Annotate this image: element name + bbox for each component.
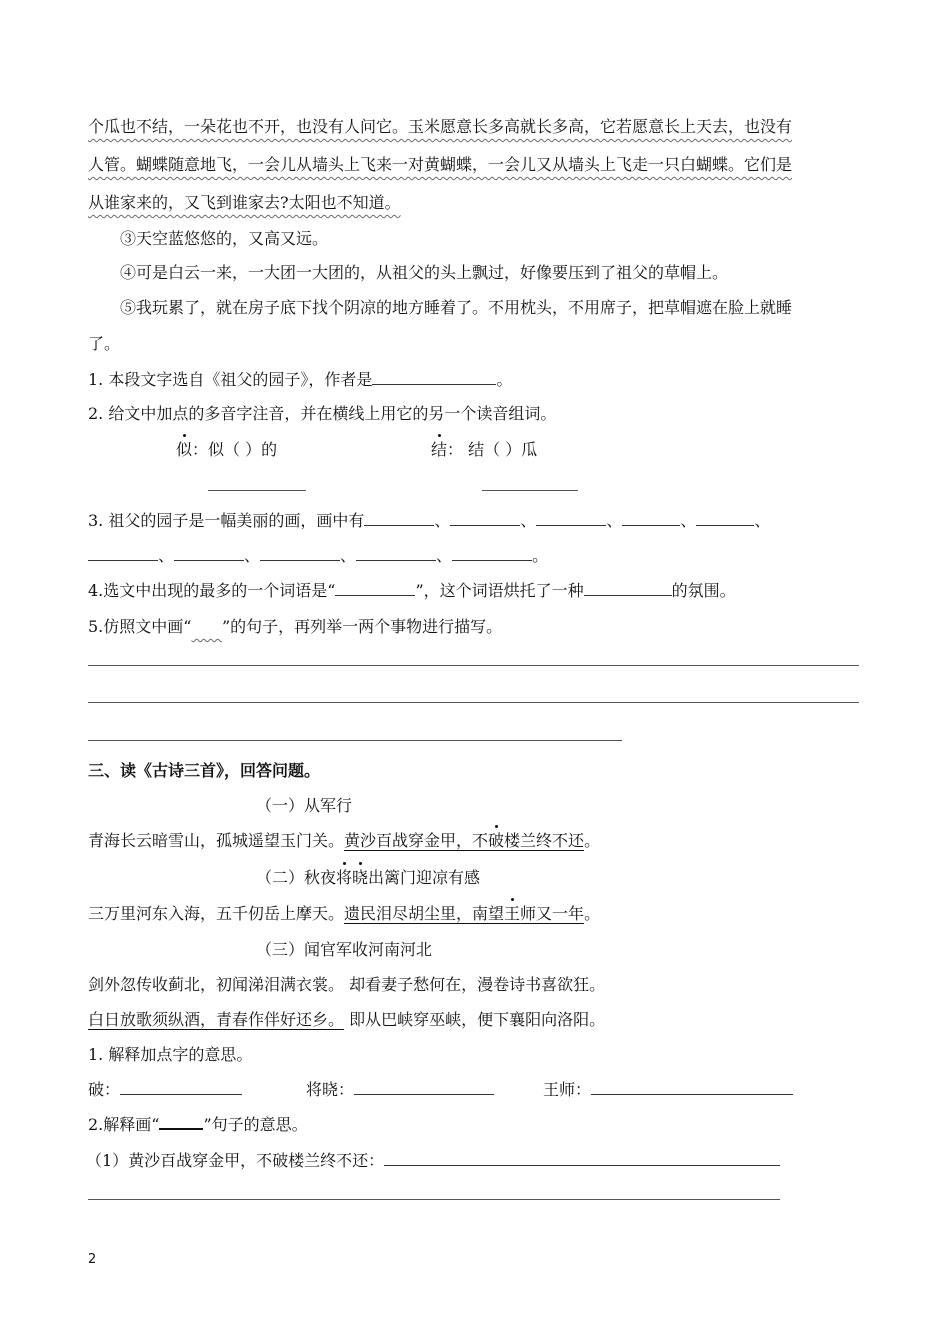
question-1 [88, 370, 512, 390]
poem-1-title: （一）从军行 [256, 796, 353, 815]
define-jiangxiao [306, 1080, 494, 1100]
word-blank[interactable] [335, 581, 415, 596]
wavy-line-sample [191, 617, 222, 636]
dotted-char: 结 [431, 440, 448, 459]
separator: 、 [606, 511, 623, 530]
polyphone-b-rest: ： 结（ ）瓜 [447, 440, 538, 459]
poem-1-underlined-a: 黄沙百战穿金甲，不 [344, 831, 489, 850]
poem-1-end: 。 [584, 831, 601, 850]
answer-blank[interactable] [356, 546, 436, 561]
dotted-char: 将 [336, 868, 353, 887]
poem-3-title: （三）闻官军收河南河北 [256, 940, 433, 959]
poem-1-underlined [344, 831, 584, 850]
question-1-text: 1. 本段文字选自《祖父的园子》，作者是 [88, 370, 373, 389]
question-4 [88, 581, 736, 601]
separator: 、 [436, 546, 453, 565]
atmosphere-blank[interactable] [584, 581, 672, 596]
question-5-text-b: ”的句子，再列举一两个事物进行描写。 [221, 617, 503, 636]
meaning-blank[interactable] [384, 1151, 780, 1166]
define-jiangxiao-blank[interactable] [354, 1080, 494, 1095]
word-blank-b[interactable] [482, 490, 578, 491]
polyphone-a [176, 440, 277, 460]
underline-sample [159, 1114, 203, 1130]
answer-blank[interactable] [452, 546, 532, 561]
answer-blank[interactable] [364, 511, 434, 526]
poem-2-title-b: 出篱门迎凉有感 [368, 868, 481, 887]
question-2-1-text: （1）黄沙百战穿金甲，不破楼兰终不还： [86, 1151, 385, 1170]
answer-line[interactable] [88, 1199, 780, 1200]
question-4-text-b: ”，这个词语烘托了一种 [415, 581, 584, 600]
poem-2-underlined-b: 师又一年 [520, 904, 585, 923]
define-wangshi [543, 1080, 793, 1100]
poem-2-end: 。 [584, 904, 601, 923]
question-3-line-1 [88, 511, 770, 531]
separator: 、 [434, 511, 451, 530]
passage-line-1: 个瓜也不结，一朵花也不开，也没有人问它。玉米愿意长多高就长多高，它若愿意长上天去，也没有 [88, 117, 793, 136]
dotted-char: 似 [176, 440, 193, 459]
answer-blank[interactable] [622, 511, 680, 526]
separator: 、 [754, 511, 771, 530]
question-4-text-a: 4.选文中出现的最多的一个词语是“ [88, 581, 336, 600]
define-wangshi-blank[interactable] [591, 1080, 793, 1095]
poem-2-title-a: （二）秋夜 [256, 868, 337, 887]
passage-line-2: 人管。蝴蝶随意地飞，一会儿从墙头上飞来一对黄蝴蝶，一会儿又从墙头上飞走一只白蝴蝶。它们是 [88, 155, 793, 174]
section-3-heading: 三、读《古诗三首》，回答问题。 [88, 761, 321, 780]
answer-line[interactable] [88, 665, 859, 666]
question-5-text-a: 5.仿照文中画“ [88, 617, 192, 636]
poem-3-line-1: 剑外忽传收蓟北，初闻涕泪满衣裳。 却看妻子愁何在，漫卷诗书喜欲狂。 [88, 975, 606, 994]
poem-1-text [88, 831, 600, 851]
section-3-question-1: 1. 解释加点字的意思。 [88, 1045, 253, 1064]
answer-blank[interactable] [536, 511, 606, 526]
page-number: 2 [88, 1252, 97, 1267]
answer-blank[interactable] [450, 511, 520, 526]
question-4-text-c: 的氛围。 [671, 581, 736, 600]
dotted-char: 王 [504, 904, 521, 923]
word-blank-a[interactable] [208, 490, 306, 491]
section-3-question-2-1 [86, 1151, 780, 1171]
passage-sentence-3: ③天空蓝悠悠的，又高又远。 [120, 229, 329, 248]
define-wangshi-label: 王师： [543, 1080, 592, 1099]
define-po-label: 破： [88, 1080, 121, 1099]
poem-2-text [88, 904, 600, 924]
question-3-line-2 [88, 546, 548, 566]
dotted-char: 晓 [352, 868, 369, 887]
define-po [88, 1080, 242, 1100]
poem-1-plain: 青海长云暗雪山，孤城遥望玉门关。 [88, 831, 345, 850]
question-2: 2. 给文中加点的多音字注音，并在横线上用它的另一个读音组词。 [88, 404, 557, 423]
poem-1-underlined-b: 楼兰终不还 [504, 831, 585, 850]
answer-line[interactable] [88, 740, 622, 741]
dotted-char: 破 [488, 831, 505, 850]
question-3-end: 。 [532, 546, 549, 565]
question-2-text-a: 2.解释画“ [88, 1115, 160, 1134]
answer-line[interactable] [88, 702, 859, 703]
question-2-text-b: ”句子的意思。 [203, 1115, 308, 1134]
passage-sentence-4: ④可是白云一来，一大团一大团的，从祖父的头上飘过，好像要压到了祖父的草帽上。 [120, 263, 729, 282]
polyphone-b [431, 440, 537, 460]
poem-2-underlined-a: 遗民泪尽胡尘里，南望 [344, 904, 505, 923]
section-3-question-2 [88, 1114, 308, 1135]
answer-blank[interactable] [696, 511, 754, 526]
poem-3-rest: 即从巴峡穿巫峡，便下襄阳向洛阳。 [344, 1010, 606, 1029]
author-blank[interactable] [372, 370, 496, 385]
separator: 、 [244, 546, 261, 565]
define-po-blank[interactable] [120, 1080, 242, 1095]
answer-blank[interactable] [174, 546, 244, 561]
passage-sentence-5a: ⑤我玩累了，就在房子底下找个阴凉的地方睡着了。不用枕头，不用席子，把草帽遮在脸上就睡 [120, 298, 793, 317]
passage-line-3: 从谁家来的，又飞到谁家去?太阳也不知道。 [88, 193, 401, 212]
separator: 、 [340, 546, 357, 565]
separator: 、 [158, 546, 175, 565]
separator: 、 [520, 511, 537, 530]
poem-2-title [256, 868, 480, 888]
polyphone-a-rest: ：似（ ）的 [192, 440, 278, 459]
poem-3-line-2 [88, 1010, 605, 1030]
question-1-end: 。 [496, 370, 513, 389]
poem-2-underlined [344, 904, 584, 923]
poem-3-underlined: 白日放歌须纵酒，青春作伴好还乡。 [88, 1010, 345, 1029]
separator: 、 [680, 511, 697, 530]
poem-2-plain: 三万里河东入海，五千仞岳上摩天。 [88, 904, 345, 923]
define-jiangxiao-label: 将晓： [306, 1080, 355, 1099]
question-5 [88, 617, 502, 637]
question-3-text: 3. 祖父的园子是一幅美丽的画，画中有 [88, 511, 365, 530]
answer-blank[interactable] [88, 546, 158, 561]
passage-sentence-5b: 了。 [88, 334, 121, 353]
answer-blank[interactable] [260, 546, 340, 561]
